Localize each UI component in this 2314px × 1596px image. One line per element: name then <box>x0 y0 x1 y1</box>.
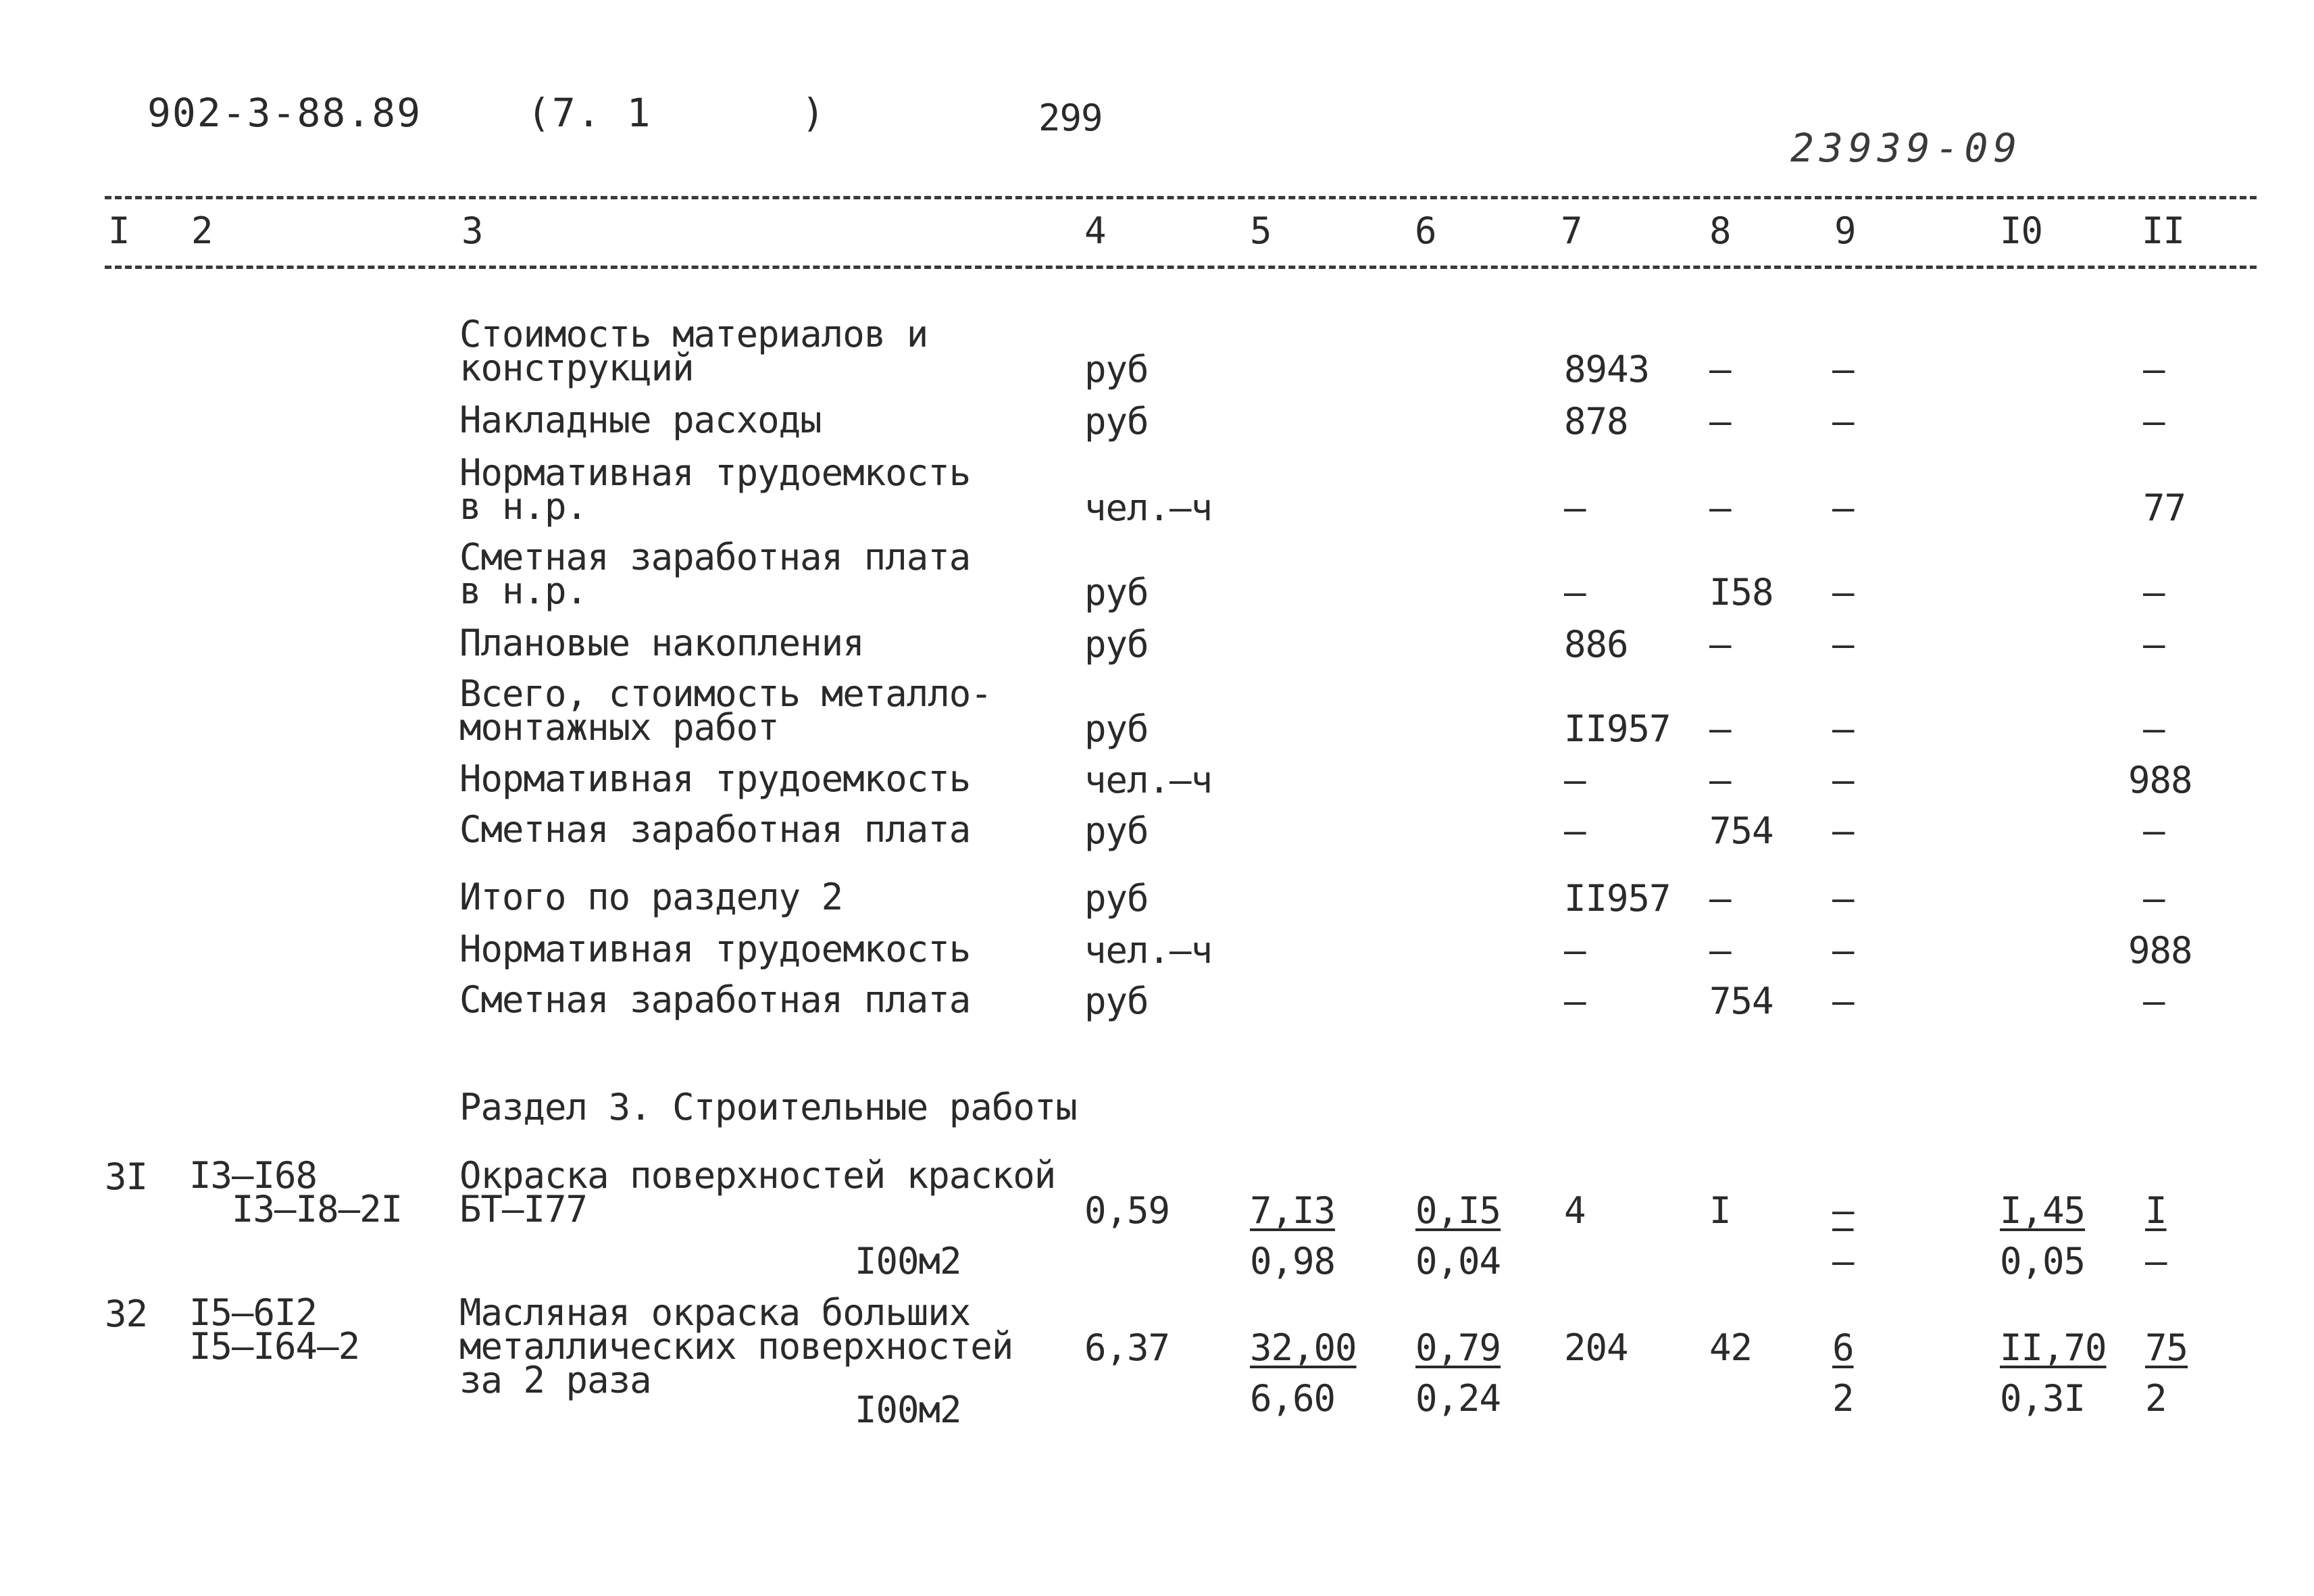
column-header: 7 <box>1561 209 1582 252</box>
inventory-number: 23939-09 <box>1790 125 2023 171</box>
unit-cost-total: 7,I3 <box>1250 1189 1336 1232</box>
row-labour: – <box>2143 571 2165 614</box>
row-labour: 988 <box>2128 759 2192 801</box>
row-label: Сметная заработная плата <box>459 808 971 851</box>
row-labour: – <box>2143 877 2165 920</box>
row-labour: – <box>2143 980 2165 1022</box>
row-wage: I58 <box>1709 571 1774 614</box>
column-header: I0 <box>2000 209 2043 252</box>
item-number: 3I <box>105 1155 148 1198</box>
item-codes: I5–6I2 I5–I64–2 <box>189 1291 360 1368</box>
row-wage: 754 <box>1709 980 1774 1022</box>
item-description: Масляная окраска больших металлических поверхностей за 2 раза <box>459 1291 1013 1401</box>
row-unit: руб <box>1084 571 1149 614</box>
row-wage: – <box>1709 487 1731 529</box>
row-machinery: – <box>1832 707 1854 750</box>
row-labour: – <box>2143 623 2165 666</box>
table-header-rule <box>105 266 2257 269</box>
row-machinery: – <box>1832 980 1854 1022</box>
row-labour: – <box>2143 809 2165 852</box>
document-code: 902-3-88.89 <box>147 90 422 136</box>
item-measure: I00м2 <box>855 1389 961 1431</box>
row-labour: – <box>2143 400 2165 443</box>
total-machinery: – <box>1832 1189 1854 1232</box>
total-wage: I <box>1709 1189 1731 1232</box>
row-label: Всего, стоимость металло- монтажных работ <box>459 672 992 749</box>
row-total-cost: II957 <box>1564 707 1671 750</box>
row-total-cost: – <box>1564 929 1586 972</box>
unit-machinery: 0,I5 <box>1415 1189 1501 1232</box>
row-unit: чел.–ч <box>1084 759 1213 801</box>
row-label: Плановые накопления <box>459 622 864 664</box>
unit-cost-total: 32,00 <box>1250 1326 1357 1369</box>
row-total-cost: – <box>1564 759 1586 801</box>
item-measure: I00м2 <box>855 1240 961 1282</box>
total-labour-machinery: 2 <box>2145 1377 2167 1420</box>
row-unit: руб <box>1084 877 1149 920</box>
row-unit: чел.–ч <box>1084 487 1213 529</box>
item-description: Окраска поверхностей краской БТ–I77 <box>459 1154 1056 1230</box>
row-unit: руб <box>1084 809 1149 852</box>
row-wage: 754 <box>1709 809 1774 852</box>
row-label: Накладные расходы <box>459 399 822 441</box>
unit-labour-machinery: 0,3I <box>2000 1377 2086 1420</box>
row-unit: руб <box>1084 707 1149 750</box>
unit-machinery-wage: 0,24 <box>1415 1377 1501 1420</box>
column-header: 4 <box>1084 209 1106 252</box>
row-machinery: – <box>1832 759 1854 801</box>
row-total-cost: 886 <box>1564 623 1628 666</box>
row-unit: руб <box>1084 980 1149 1022</box>
section-title: Раздел 3. Строительные работы <box>459 1086 1077 1128</box>
item-quantity: 6,37 <box>1084 1326 1170 1369</box>
total-machinery-wage: 2 <box>1832 1377 1854 1420</box>
row-wage: – <box>1709 877 1731 920</box>
row-label: Сметная заработная плата <box>459 978 971 1021</box>
unit-machinery: 0,79 <box>1415 1326 1501 1369</box>
row-machinery: – <box>1832 487 1854 529</box>
row-total-cost: 8943 <box>1564 348 1650 391</box>
row-wage: – <box>1709 348 1731 391</box>
total-cost: 4 <box>1564 1189 1586 1232</box>
row-total-cost: – <box>1564 980 1586 1022</box>
total-labour: I <box>2145 1189 2167 1232</box>
column-header: 5 <box>1250 209 1272 252</box>
row-label: Итого по разделу 2 <box>459 876 843 918</box>
item-quantity: 0,59 <box>1084 1189 1170 1232</box>
row-labour: 988 <box>2128 929 2192 972</box>
album-reference: (7. 1 ) <box>527 90 827 136</box>
unit-machinery-wage: 0,04 <box>1415 1240 1501 1282</box>
page-number: 299 <box>1038 97 1103 139</box>
column-header: 2 <box>191 209 213 252</box>
row-machinery: – <box>1832 809 1854 852</box>
item-codes: I3–I68 I3–I8–2I <box>189 1154 403 1230</box>
unit-cost-wage: 0,98 <box>1250 1240 1336 1282</box>
row-label: Нормативная трудоемкость <box>459 757 971 800</box>
row-total-cost: – <box>1564 487 1586 529</box>
row-wage: – <box>1709 929 1731 972</box>
unit-labour: II,70 <box>2000 1326 2107 1369</box>
total-wage: 42 <box>1709 1326 1753 1369</box>
row-label: Стоимость материалов и конструкций <box>459 313 928 389</box>
total-labour: 75 <box>2145 1326 2188 1369</box>
row-machinery: – <box>1832 348 1854 391</box>
unit-cost-wage: 6,60 <box>1250 1377 1336 1420</box>
row-label: Нормативная трудоемкость <box>459 928 971 970</box>
row-labour: 77 <box>2143 487 2186 529</box>
total-machinery: 6 <box>1832 1326 1854 1369</box>
column-header: 8 <box>1709 209 1731 252</box>
row-unit: руб <box>1084 623 1149 666</box>
row-label: Нормативная трудоемкость в н.р. <box>459 451 971 528</box>
row-total-cost: – <box>1564 571 1586 614</box>
total-machinery-wage: – <box>1832 1240 1854 1282</box>
row-machinery: – <box>1832 400 1854 443</box>
row-total-cost: – <box>1564 809 1586 852</box>
row-wage: – <box>1709 623 1731 666</box>
row-unit: чел.–ч <box>1084 929 1213 972</box>
item-number: 32 <box>105 1293 148 1335</box>
column-header: II <box>2142 209 2185 252</box>
row-label: Сметная заработная плата в н.р. <box>459 536 971 612</box>
total-cost: 204 <box>1564 1326 1628 1369</box>
row-total-cost: 878 <box>1564 400 1628 443</box>
row-labour: – <box>2143 348 2165 391</box>
row-labour: – <box>2143 707 2165 750</box>
unit-labour-machinery: 0,05 <box>2000 1240 2086 1282</box>
column-header: 3 <box>461 209 483 252</box>
column-header: 9 <box>1834 209 1856 252</box>
row-machinery: – <box>1832 623 1854 666</box>
unit-labour: I,45 <box>2000 1189 2086 1232</box>
column-header: 6 <box>1415 209 1436 252</box>
row-total-cost: II957 <box>1564 877 1671 920</box>
row-wage: – <box>1709 400 1731 443</box>
row-unit: руб <box>1084 348 1149 391</box>
row-wage: – <box>1709 759 1731 801</box>
row-unit: руб <box>1084 400 1149 443</box>
row-machinery: – <box>1832 877 1854 920</box>
row-machinery: – <box>1832 929 1854 972</box>
row-wage: – <box>1709 707 1731 750</box>
total-labour-machinery: – <box>2145 1240 2167 1282</box>
row-machinery: – <box>1832 571 1854 614</box>
table-top-rule <box>105 196 2257 199</box>
column-header: I <box>108 209 130 252</box>
